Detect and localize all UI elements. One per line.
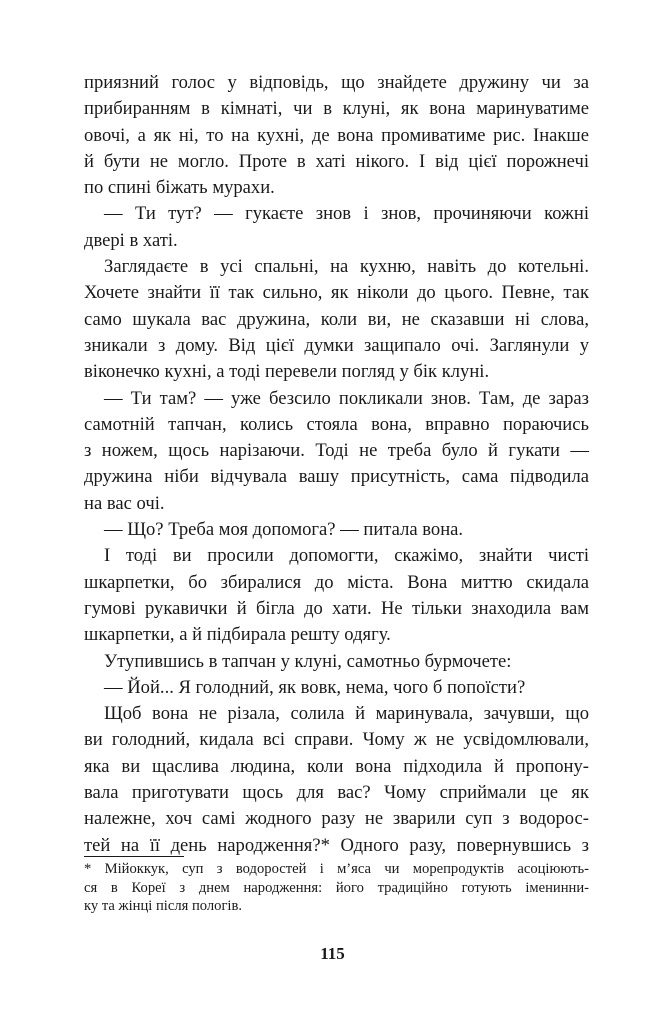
footnote-line: ся в Кореї з днем народження: його традиційно готують іменинни-: [84, 879, 589, 896]
text-line: І тоді ви просили допомогти, скажімо, знайти чисті: [104, 545, 589, 567]
footnote-divider: [84, 856, 184, 857]
text-line: з ножем, щось нарізаючи. Тоді не треба було й гукати —: [84, 440, 589, 462]
text-line: — Йой... Я голодний, як вовк, нема, чого б попоїсти?: [104, 676, 526, 698]
text-line: Утупившись в тапчан у клуні, самотньо бурмочете:: [104, 650, 512, 672]
text-line: дружина ніби відчувала вашу присутність, сама підводила: [84, 466, 589, 488]
text-line: приязний голос у відповідь, що знайдете дружину чи за: [84, 72, 589, 93]
text-line: само шукала вас дружина, коли ви, не сказавши ні слова,: [84, 308, 589, 330]
page-body-text: [84, 70, 589, 859]
text-line: Заглядаєте в усі спальні, на кухню, навіть до котельні.: [104, 256, 589, 278]
text-line: прибиранням в кімнаті, чи в клуні, як вона маринуватиме: [84, 98, 589, 120]
text-line: належне, хоч самі жодного разу не зварили суп з водорос-: [84, 808, 589, 830]
text-line: тей на її день народження?* Одного разу, повернувшись з: [84, 834, 589, 856]
text-line: Хочете знайти її так сильно, як ніколи до цього. Певне, так: [84, 282, 589, 304]
text-line: віконечко кухні, а тоді перевели погляд у бік клуні.: [84, 361, 490, 383]
text-line: вала приготувати щось для вас? Чому сприймали це як: [84, 782, 589, 804]
text-line: — Ти там? — уже безсило покликали знов. Там, де зараз: [104, 387, 589, 409]
text-line: самотній тапчан, колись стояла вона, вправно пораючись: [84, 413, 589, 435]
text-line: Щоб вона не різала, солила й маринувала, зачувши, що: [104, 703, 589, 725]
text-line: шкарпетки, а й підбирала решту одягу.: [84, 624, 391, 646]
text-line: шкарпетки, бо збиралися до міста. Вона миттю скидала: [84, 571, 589, 593]
text-line: гумові рукавички й бігла до хати. Не тільки знаходила вам: [84, 597, 589, 619]
text-line: — Ти тут? — гукаєте знов і знов, прочиняючи кожні: [104, 203, 589, 225]
text-line: овочі, а як ні, то на кухні, де вона промиватиме рис. Інакше: [84, 124, 589, 146]
footnote-line: * Мійоккук, суп з водоростей і м’яса чи морепродуктів асоціюють-: [84, 861, 589, 877]
footnote-block: [84, 860, 589, 916]
footnote-line: ку та жінці після пологів.: [84, 898, 243, 914]
text-line: зникали з дому. Від цієї думки защипало очі. Заглянули у: [84, 334, 589, 356]
text-line: й бути не могло. Проте в хаті нікого. І від цієї порожнечі: [84, 150, 589, 172]
page-number: 115: [320, 944, 345, 963]
text-line: — Що? Треба моя допомога? — питала вона.: [104, 519, 464, 541]
text-line: по спині біжать мурахи.: [84, 177, 275, 199]
text-line: яка ви щаслива людина, коли вона підходила й пропону-: [84, 755, 589, 777]
text-line: двері в хаті.: [84, 229, 178, 251]
text-line: ви голодний, кидала всі справи. Чому ж не усвідомлювали,: [84, 729, 589, 751]
text-line: на вас очі.: [84, 492, 165, 514]
